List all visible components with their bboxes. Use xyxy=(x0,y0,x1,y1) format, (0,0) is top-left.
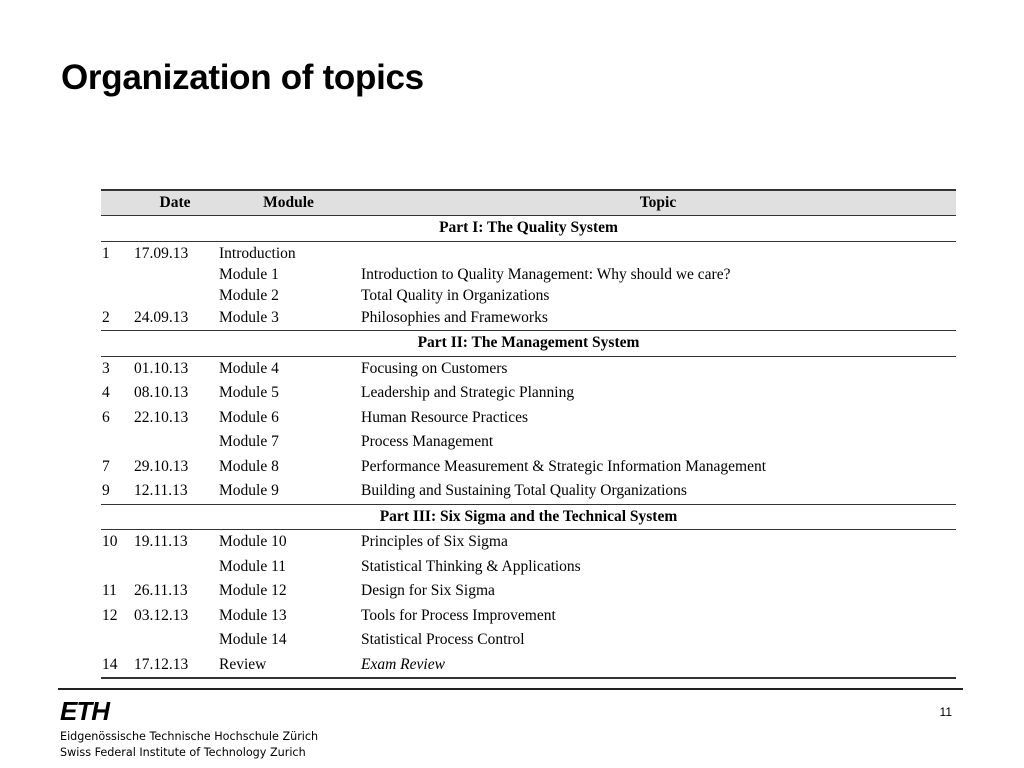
row-module: Module 8 xyxy=(219,457,279,475)
row-module: Module 5 xyxy=(219,384,279,401)
row-module: Module 13 xyxy=(219,606,287,624)
header-topic: Topic xyxy=(360,190,956,216)
row-topic: Focusing on Customers xyxy=(361,359,508,377)
row-topic: Process Management xyxy=(361,433,494,450)
row-module: Module 11 xyxy=(219,557,287,575)
table-row xyxy=(101,381,956,406)
row-module: Module 1 xyxy=(219,265,279,283)
table-row xyxy=(101,628,956,653)
row-number: 7 xyxy=(102,457,110,475)
eth-logo-text: ETH xyxy=(60,699,109,723)
row-topic: Leadership and Strategic Planning xyxy=(361,384,575,401)
row-date: 24.09.13 xyxy=(134,308,189,326)
institution-name-english: Swiss Federal Institute of Technology Zurich xyxy=(60,746,306,759)
row-date: 17.09.13 xyxy=(134,244,189,262)
schedule-table xyxy=(101,189,956,679)
row-topic: Total Quality in Organizations xyxy=(361,286,550,304)
table-row xyxy=(101,479,956,504)
row-date: 03.12.13 xyxy=(134,606,189,624)
row-date: 19.11.13 xyxy=(134,533,188,550)
institution-name xyxy=(60,729,318,761)
row-topic: Introduction to Quality Management: Why should we care? xyxy=(361,265,731,283)
table-row xyxy=(101,653,956,679)
row-module: Module 14 xyxy=(219,631,287,648)
row-date: 08.10.13 xyxy=(134,384,189,401)
row-topic xyxy=(360,241,956,264)
table-row xyxy=(101,285,956,306)
row-number: 4 xyxy=(102,384,110,401)
row-number xyxy=(101,555,133,580)
row-module: Module 10 xyxy=(219,533,287,550)
row-topic: Principles of Six Sigma xyxy=(361,533,508,550)
row-module: Module 2 xyxy=(219,286,279,304)
row-module: Module 4 xyxy=(219,359,279,377)
row-topic: Performance Measurement & Strategic Information Management xyxy=(361,457,767,475)
part-heading-row xyxy=(101,504,956,530)
part-heading-row xyxy=(101,331,956,357)
part-title: Part II: The Management System xyxy=(101,331,956,357)
row-date xyxy=(133,555,217,580)
page-number: 11 xyxy=(939,705,952,719)
table-row xyxy=(101,356,956,381)
table-row xyxy=(101,455,956,480)
part-heading-row xyxy=(101,216,956,242)
table-row xyxy=(101,264,956,285)
row-date xyxy=(133,285,217,306)
row-topic: Tools for Process Improvement xyxy=(361,606,556,624)
row-module: Module 9 xyxy=(219,482,279,499)
row-module: Module 3 xyxy=(219,308,279,326)
row-topic: Human Resource Practices xyxy=(361,408,528,426)
header-module: Module xyxy=(217,190,360,216)
row-topic: Exam Review xyxy=(360,653,956,679)
table-row xyxy=(101,241,956,264)
row-date: 01.10.13 xyxy=(134,359,189,377)
row-number: 2 xyxy=(102,308,110,326)
row-module: Module 6 xyxy=(219,408,279,426)
row-date xyxy=(133,430,217,455)
row-topic: Statistical Process Control xyxy=(361,631,525,648)
row-number: 1 xyxy=(102,244,110,262)
table-row xyxy=(101,604,956,629)
row-date xyxy=(133,628,217,653)
row-number: 9 xyxy=(102,482,110,499)
row-topic: Statistical Thinking & Applications xyxy=(361,557,581,575)
row-date xyxy=(133,264,217,285)
table-row xyxy=(101,406,956,431)
row-number xyxy=(101,628,133,653)
part-title: Part I: The Quality System xyxy=(101,216,956,242)
table-row xyxy=(101,430,956,455)
header-date: Date xyxy=(133,190,217,216)
row-number xyxy=(101,264,133,285)
table-row xyxy=(101,579,956,604)
row-number xyxy=(101,430,133,455)
row-date: 22.10.13 xyxy=(134,408,189,426)
row-number: 11 xyxy=(102,582,117,599)
row-date: 26.11.13 xyxy=(134,582,188,599)
row-number: 3 xyxy=(102,359,110,377)
row-module: Introduction xyxy=(219,244,296,262)
eth-logo xyxy=(60,699,140,723)
row-date: 29.10.13 xyxy=(134,457,189,475)
row-number: 14 xyxy=(101,653,133,679)
row-module: Review xyxy=(217,653,360,679)
row-topic: Design for Six Sigma xyxy=(361,582,495,599)
row-module: Module 7 xyxy=(219,433,279,450)
row-module: Module 12 xyxy=(219,582,287,599)
row-number xyxy=(101,285,133,306)
part-title: Part III: Six Sigma and the Technical System xyxy=(101,504,956,530)
row-date: 17.12.13 xyxy=(133,653,217,679)
table-row xyxy=(101,306,956,331)
table-row xyxy=(101,530,956,555)
row-topic: Building and Sustaining Total Quality Organizations xyxy=(361,482,687,499)
row-topic: Philosophies and Frameworks xyxy=(361,308,548,326)
header-number xyxy=(101,190,133,216)
table-row xyxy=(101,555,956,580)
table-header-row xyxy=(101,190,956,216)
institution-name-german: Eidgenössische Technische Hochschule Zürich xyxy=(60,730,319,743)
row-number: 10 xyxy=(102,533,118,550)
footer-divider xyxy=(58,688,963,690)
row-number: 6 xyxy=(102,408,110,426)
row-date: 12.11.13 xyxy=(134,482,188,499)
page-title: Organization of topics xyxy=(61,58,424,97)
row-number: 12 xyxy=(102,606,118,624)
